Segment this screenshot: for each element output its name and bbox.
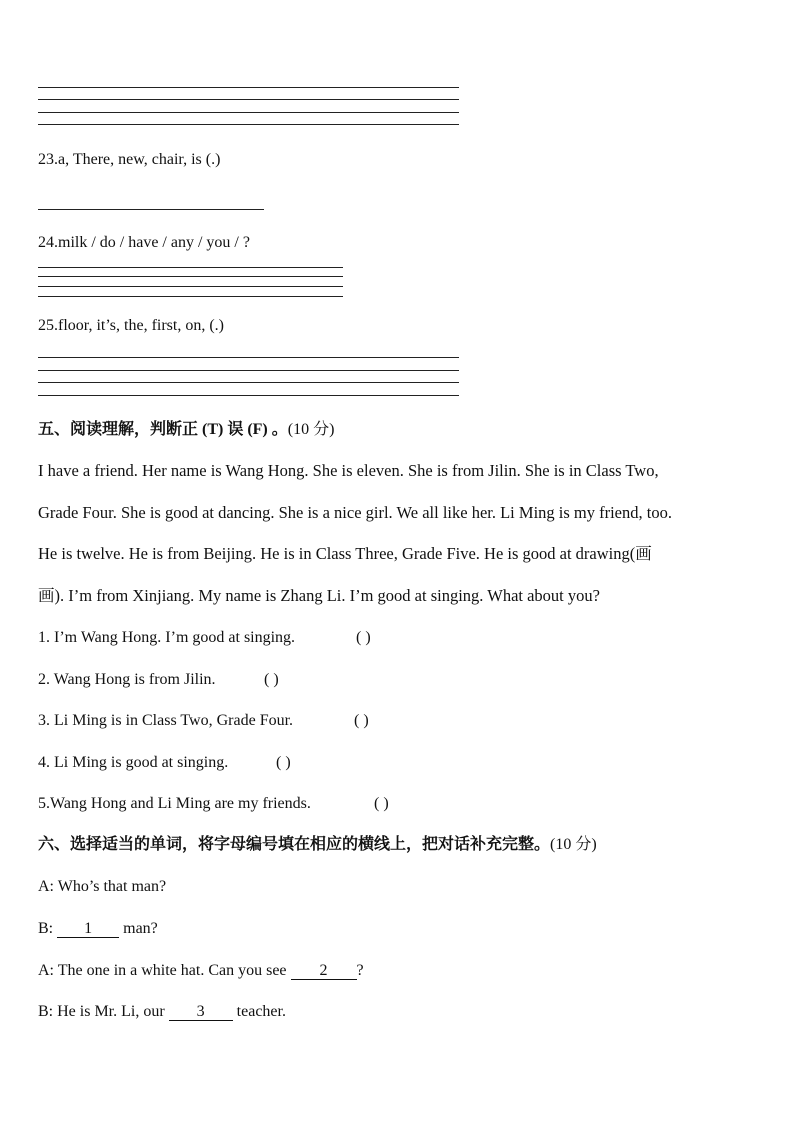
section-6-title: 六、选择适当的单词，将字母编号填在相应的横线上，把对话补充完整。	[38, 836, 551, 853]
tf-item: 2. Wang Hong is from Jilin.	[38, 671, 216, 688]
dialogue-line	[38, 1002, 286, 1022]
fill-blank[interactable]: 3	[169, 1004, 233, 1021]
tf-item: 5.Wang Hong and Li Ming are my friends.	[38, 795, 311, 812]
answer-line[interactable]	[38, 87, 459, 88]
tf-answer-paren[interactable]: ( )	[374, 795, 389, 812]
dialogue-text: ?	[356, 962, 364, 979]
dialogue-text: man?	[119, 920, 158, 937]
section-5-score: (10 分)	[287, 421, 335, 438]
dialogue-line	[38, 961, 364, 981]
tf-answer-paren[interactable]: ( )	[276, 754, 291, 771]
answer-line[interactable]	[38, 267, 343, 268]
dialogue-text: A: The one in a white hat. Can you see	[38, 962, 291, 979]
tf-item: 3. Li Ming is in Class Two, Grade Four.	[38, 712, 294, 729]
tf-answer-paren[interactable]: ( )	[356, 629, 371, 646]
answer-line[interactable]	[38, 370, 459, 371]
fill-blank[interactable]: 2	[291, 963, 357, 980]
passage-line: I have a friend. Her name is Wang Hong. She is eleven. She is from Jilin. She is in Class Two,	[38, 461, 659, 480]
dialogue-text: B: He is Mr. Li, our	[38, 1003, 169, 1020]
dialogue-line	[38, 919, 158, 939]
question-24: 24.milk / do / have / any / you / ?	[38, 234, 250, 251]
dialogue-line	[38, 877, 166, 897]
answer-line[interactable]	[38, 357, 459, 358]
dialogue-text: B:	[38, 920, 58, 937]
passage-line: 画). I’m from Xinjiang. My name is Zhang Li. I’m good at singing. What about you?	[38, 586, 600, 605]
dialogue-text: teacher.	[232, 1003, 286, 1020]
section-6-heading	[38, 835, 597, 855]
section-6-score: (10 分)	[550, 836, 597, 853]
dialogue-text: A: Who’s that man?	[38, 878, 167, 895]
answer-line[interactable]	[38, 112, 459, 113]
tf-item: 1. I’m Wang Hong. I’m good at singing.	[38, 629, 296, 646]
tf-answer-paren[interactable]: ( )	[354, 712, 369, 729]
answer-line[interactable]	[38, 382, 459, 383]
question-23: 23.a, There, new, chair, is (.)	[38, 151, 221, 168]
answer-line[interactable]	[38, 209, 264, 210]
answer-line[interactable]	[38, 395, 459, 396]
answer-line[interactable]	[38, 296, 343, 297]
passage-line: Grade Four. She is good at dancing. She is a nice girl. We all like her. Li Ming is my friend, too.	[38, 503, 672, 522]
passage-line: He is twelve. He is from Beijing. He is in Class Three, Grade Five. He is good at drawing(画	[38, 544, 652, 563]
fill-blank[interactable]: 1	[57, 921, 119, 938]
question-25: 25.floor, it’s, the, first, on, (.)	[38, 317, 224, 334]
tf-item: 4. Li Ming is good at singing.	[38, 754, 229, 771]
answer-line[interactable]	[38, 124, 459, 125]
section-5-heading	[38, 420, 334, 440]
section-5-title: 五、阅读理解，判断正 (T) 误 (F) 。	[38, 421, 288, 438]
answer-line[interactable]	[38, 99, 459, 100]
tf-answer-paren[interactable]: ( )	[264, 671, 279, 688]
answer-line[interactable]	[38, 276, 343, 277]
answer-line[interactable]	[38, 286, 343, 287]
